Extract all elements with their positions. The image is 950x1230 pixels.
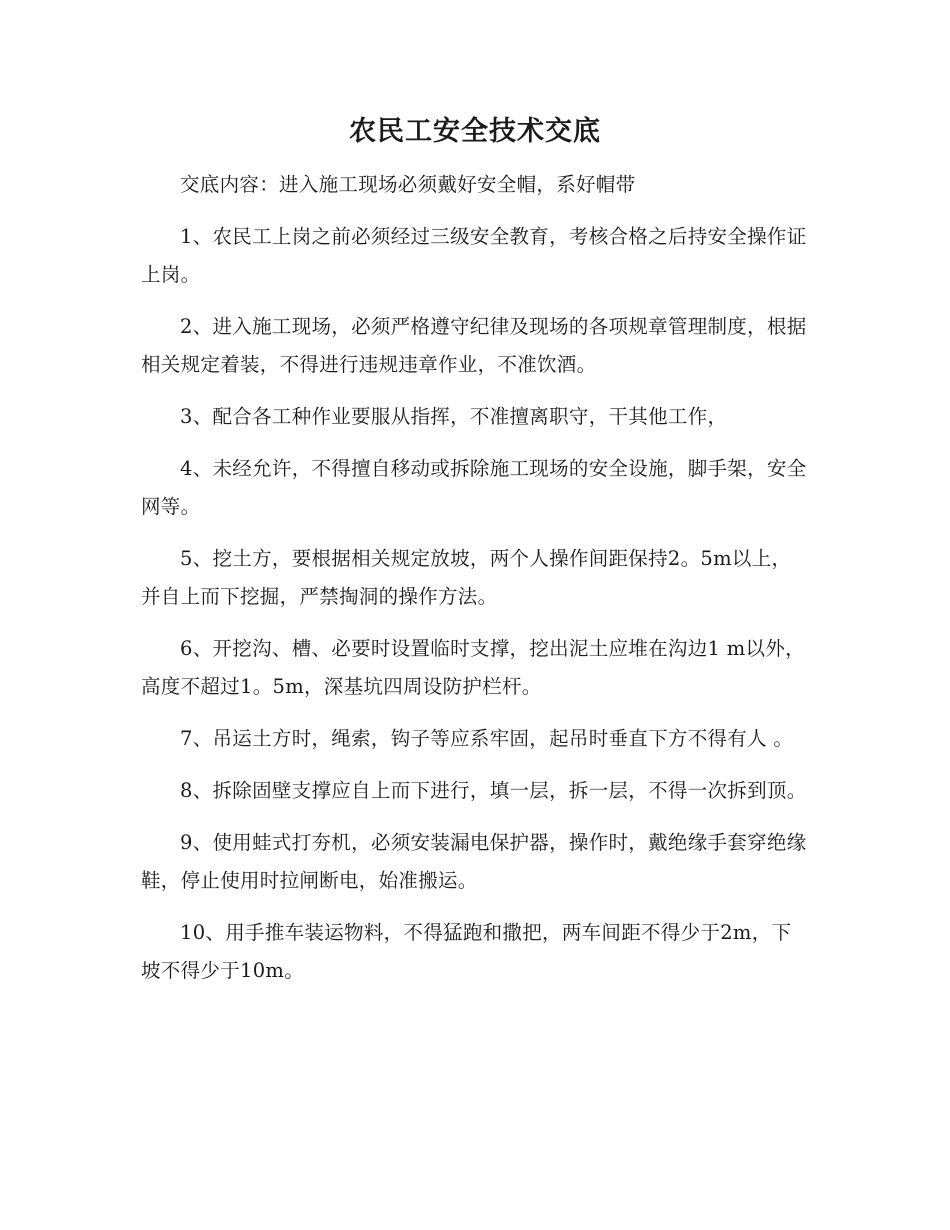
briefing-item-2: 2、进入施工现场，必须严格遵守纪律及现场的各项规章管理制度，根据相关规定着装，不得进行违规违章作业，不准饮酒。 bbox=[141, 315, 807, 376]
document-title: 农民工安全技术交底 bbox=[349, 116, 601, 147]
briefing-intro: 交底内容：进入施工现场必须戴好安全帽，系好帽带 bbox=[180, 173, 636, 196]
briefing-item-5: 5、挖土方，要根据相关规定放坡，两个人操作间距保持2。5m以上，并自上而下挖掘，严禁掏洞的操作方法。 bbox=[141, 547, 792, 608]
document-body bbox=[141, 166, 811, 1004]
briefing-item-8: 8、拆除固壁支撑应自上而下进行，填一层，拆一层，不得一次拆到顶。 bbox=[180, 779, 807, 802]
briefing-item-9: 9、使用蛙式打夯机，必须安装漏电保护器，操作时，戴绝缘手套穿绝缘鞋，停止使用时拉闸断电，始准搬运。 bbox=[141, 831, 807, 892]
briefing-item-7: 7、吊运土方时，绳索，钩子等应系牢固，起吊时垂直下方不得有人 。 bbox=[180, 727, 794, 750]
briefing-item-3: 3、配合各工种作业要服从指挥，不准擅离职守，干其他工作， bbox=[180, 405, 728, 428]
briefing-item-1: 1、农民工上岗之前必须经过三级安全教育，考核合格之后持安全操作证上岗。 bbox=[141, 225, 807, 286]
briefing-item-10: 10、用手推车装运物料，不得猛跑和撒把，两车间距不得少于2m，下坡不得少于10m。 bbox=[141, 921, 792, 982]
briefing-item-6: 6、开挖沟、槽、必要时设置临时支撑，挖出泥土应堆在沟边1 m以外，高度不超过1。5m，深基坑四周设防护栏杆。 bbox=[141, 637, 805, 698]
briefing-item-4: 4、未经允许，不得擅自移动或拆除施工现场的安全设施，脚手架，安全网等。 bbox=[141, 457, 807, 518]
